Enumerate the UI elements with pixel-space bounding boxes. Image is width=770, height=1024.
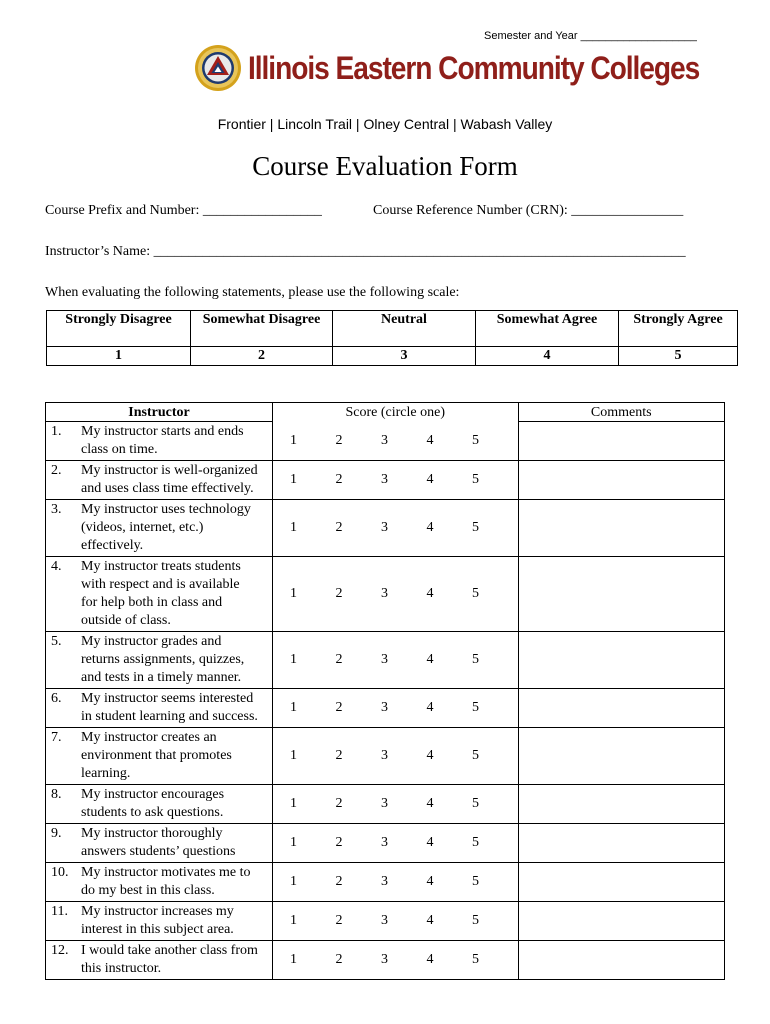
- question-number: 2.: [51, 463, 62, 478]
- score-option-3[interactable]: 3: [381, 874, 388, 889]
- question-number: 5.: [51, 634, 62, 649]
- score-option-4[interactable]: 4: [426, 874, 434, 889]
- question-row: [46, 785, 725, 824]
- question-list: [46, 422, 725, 980]
- score-option-5[interactable]: 5: [472, 700, 479, 715]
- score-option-4[interactable]: 4: [426, 472, 434, 487]
- score-option-5[interactable]: 5: [472, 652, 479, 667]
- score-option-3[interactable]: 3: [381, 835, 388, 850]
- scale-label: Somewhat Agree: [476, 311, 619, 347]
- question-line: interest in this subject area.: [81, 922, 234, 937]
- scale-label: Somewhat Disagree: [191, 311, 333, 347]
- comment-cell[interactable]: [518, 941, 725, 980]
- comment-cell[interactable]: [518, 461, 725, 500]
- score-option-1[interactable]: 1: [290, 874, 297, 889]
- score-option-1[interactable]: 1: [290, 520, 297, 535]
- score-cell: [273, 728, 519, 785]
- score-option-1[interactable]: 1: [290, 796, 297, 811]
- comment-cell[interactable]: [518, 500, 725, 557]
- question-line: do my best in this class.: [81, 883, 215, 898]
- score-option-4[interactable]: 4: [426, 700, 434, 715]
- scale-value: 5: [619, 347, 738, 366]
- question-text: [46, 689, 273, 728]
- score-option-4[interactable]: 4: [426, 652, 434, 667]
- campus-list: Frontier | Lincoln Trail | Olney Central | Wabash Valley: [217, 116, 553, 132]
- question-number: 4.: [51, 559, 62, 574]
- question-row: [46, 689, 725, 728]
- score-option-5[interactable]: 5: [472, 913, 479, 928]
- score-option-5[interactable]: 5: [472, 520, 479, 535]
- score-option-2[interactable]: 2: [335, 952, 343, 967]
- score-cell: [273, 863, 519, 902]
- score-option-2[interactable]: 2: [335, 472, 343, 487]
- question-statement: [81, 864, 251, 900]
- question-statement: [81, 786, 224, 822]
- comment-cell[interactable]: [518, 728, 725, 785]
- question-line: outside of class.: [81, 613, 171, 628]
- score-option-1[interactable]: 1: [290, 835, 297, 850]
- score-option-3[interactable]: 3: [381, 796, 388, 811]
- question-text: [46, 632, 273, 689]
- question-statement: [81, 690, 258, 726]
- score-option-3[interactable]: 3: [381, 913, 388, 928]
- score-cell: [273, 902, 519, 941]
- score-cell: [273, 785, 519, 824]
- score-option-2[interactable]: 2: [335, 835, 343, 850]
- question-line: and uses class time effectively.: [81, 481, 254, 496]
- score-option-5[interactable]: 5: [472, 952, 479, 967]
- score-option-2[interactable]: 2: [335, 432, 343, 448]
- question-line: My instructor thoroughly: [81, 826, 223, 841]
- score-option-1[interactable]: 1: [290, 652, 297, 667]
- question-number: 12.: [51, 943, 69, 958]
- score-option-2[interactable]: 2: [335, 586, 343, 601]
- question-statement: [81, 633, 244, 687]
- question-statement: [81, 729, 232, 783]
- scale-value: 4: [476, 347, 619, 366]
- score-option-4[interactable]: 4: [426, 796, 434, 811]
- score-option-2[interactable]: 2: [335, 520, 343, 535]
- question-line: learning.: [81, 766, 131, 781]
- scale-label: Neutral: [333, 311, 476, 347]
- score-option-1[interactable]: 1: [290, 586, 297, 601]
- score-option-3[interactable]: 3: [381, 520, 388, 535]
- question-text: [46, 500, 273, 557]
- score-option-4[interactable]: 4: [426, 913, 434, 928]
- score-option-1[interactable]: 1: [290, 472, 297, 487]
- question-statement: [81, 423, 244, 459]
- score-option-1[interactable]: 1: [290, 748, 297, 763]
- semester-year-field[interactable]: Semester and Year ___________________: [484, 30, 697, 42]
- question-line: My instructor seems interested: [81, 691, 254, 706]
- question-text: [46, 824, 273, 863]
- question-number: 7.: [51, 730, 62, 745]
- question-line: My instructor treats students: [81, 559, 241, 574]
- question-line: returns assignments, quizzes,: [81, 652, 245, 667]
- comment-cell[interactable]: [518, 632, 725, 689]
- question-number: 10.: [51, 865, 69, 880]
- score-cell: [273, 500, 519, 557]
- college-name: Illinois Eastern Community Colleges: [248, 49, 700, 86]
- question-line: My instructor motivates me to: [81, 865, 251, 880]
- score-option-1[interactable]: 1: [290, 432, 297, 448]
- question-line: and tests in a timely manner.: [81, 670, 242, 685]
- question-line: effectively.: [81, 538, 144, 553]
- question-line: My instructor grades and: [81, 634, 222, 649]
- scale-label: Strongly Disagree: [47, 311, 191, 347]
- score-cell: [273, 557, 519, 632]
- question-line: (videos, internet, etc.): [81, 520, 204, 535]
- score-cell: [273, 824, 519, 863]
- score-option-2[interactable]: 2: [335, 796, 343, 811]
- question-line: My instructor creates an: [81, 730, 217, 745]
- question-text: [46, 902, 273, 941]
- question-row: [46, 500, 725, 557]
- score-option-1[interactable]: 1: [290, 700, 297, 715]
- question-statement: [81, 462, 258, 498]
- question-line: My instructor increases my: [81, 904, 234, 919]
- question-row: [46, 557, 725, 632]
- score-option-3[interactable]: 3: [381, 652, 388, 667]
- scale-value: 2: [191, 347, 333, 366]
- comment-cell[interactable]: [518, 689, 725, 728]
- score-cell: [273, 632, 519, 689]
- question-statement: [81, 903, 234, 939]
- score-option-4[interactable]: 4: [426, 520, 434, 535]
- question-line: for help both in class and: [81, 595, 223, 610]
- score-option-3[interactable]: 3: [381, 748, 388, 763]
- question-row: [46, 422, 725, 461]
- score-option-4[interactable]: 4: [426, 748, 434, 763]
- score-option-3[interactable]: 3: [381, 952, 388, 967]
- score-option-3[interactable]: 3: [381, 700, 388, 715]
- question-row: [46, 941, 725, 980]
- question-text: [46, 941, 273, 980]
- form-title: Course Evaluation Form: [252, 151, 518, 181]
- question-number: 1.: [51, 424, 62, 439]
- score-option-3[interactable]: 3: [381, 432, 388, 448]
- question-text: [46, 557, 273, 632]
- question-line: I would take another class from: [81, 943, 258, 958]
- question-line: My instructor uses technology: [81, 502, 251, 517]
- score-cell: [273, 461, 519, 500]
- score-option-3[interactable]: 3: [381, 472, 388, 487]
- question-text: [46, 863, 273, 902]
- score-option-5[interactable]: 5: [472, 748, 479, 763]
- question-line: class on time.: [81, 442, 158, 457]
- question-line: in student learning and success.: [81, 709, 258, 724]
- question-statement: [81, 825, 236, 861]
- rating-scale-table: [46, 310, 738, 366]
- score-option-2[interactable]: 2: [335, 700, 343, 715]
- question-line: students to ask questions.: [81, 805, 224, 820]
- comment-cell[interactable]: [518, 785, 725, 824]
- question-number: 8.: [51, 787, 62, 802]
- comment-cell[interactable]: [518, 824, 725, 863]
- question-row: [46, 461, 725, 500]
- score-option-2[interactable]: 2: [335, 652, 343, 667]
- question-row: [46, 824, 725, 863]
- score-option-1[interactable]: 1: [290, 952, 297, 967]
- score-column-header: Score (circle one): [273, 403, 519, 422]
- course-info-line: [45, 203, 684, 219]
- question-number: 9.: [51, 826, 62, 841]
- score-option-5[interactable]: 5: [472, 874, 479, 889]
- question-number: 3.: [51, 502, 62, 517]
- evaluation-table: [45, 402, 725, 980]
- score-cell: [273, 941, 519, 980]
- score-option-2[interactable]: 2: [335, 748, 343, 763]
- question-statement: [81, 558, 241, 630]
- score-option-5[interactable]: 5: [472, 835, 479, 850]
- scale-label: Strongly Agree: [619, 311, 738, 347]
- scale-value: 3: [333, 347, 476, 366]
- question-number: 11.: [51, 904, 68, 919]
- score-option-5[interactable]: 5: [472, 586, 479, 601]
- score-option-1[interactable]: 1: [290, 913, 297, 928]
- question-text: [46, 785, 273, 824]
- score-cell: [273, 422, 519, 461]
- question-line: environment that promotes: [81, 748, 232, 763]
- question-text: [46, 461, 273, 500]
- college-header: [194, 44, 761, 92]
- instructor-name-field[interactable]: Instructor’s Name: ____________________________________________________________________________: [45, 244, 686, 259]
- question-line: My instructor encourages: [81, 787, 225, 802]
- score-option-4[interactable]: 4: [426, 586, 434, 601]
- score-cell: [273, 689, 519, 728]
- instructor-column-header: Instructor: [46, 403, 273, 422]
- question-statement: [81, 942, 258, 978]
- question-statement: [81, 501, 251, 555]
- score-option-4[interactable]: 4: [426, 835, 434, 850]
- question-number: 6.: [51, 691, 62, 706]
- question-text: [46, 728, 273, 785]
- crn-field[interactable]: Course Reference Number (CRN): ________________: [373, 203, 684, 218]
- score-option-2[interactable]: 2: [335, 874, 343, 889]
- question-line: answers students’ questions: [81, 844, 236, 859]
- comment-cell[interactable]: [518, 422, 725, 461]
- score-option-5[interactable]: 5: [472, 472, 479, 487]
- score-option-5[interactable]: 5: [472, 432, 479, 448]
- course-prefix-field[interactable]: Course Prefix and Number: _________________: [45, 203, 322, 218]
- comment-cell[interactable]: [518, 902, 725, 941]
- score-option-4[interactable]: 4: [426, 952, 434, 967]
- score-option-3[interactable]: 3: [381, 586, 388, 601]
- comment-cell[interactable]: [518, 557, 725, 632]
- comments-column-header: Comments: [518, 403, 725, 422]
- comment-cell[interactable]: [518, 863, 725, 902]
- question-row: [46, 728, 725, 785]
- question-row: [46, 902, 725, 941]
- score-option-2[interactable]: 2: [335, 913, 343, 928]
- question-text: [46, 422, 273, 461]
- question-row: [46, 632, 725, 689]
- question-line: My instructor is well-organized: [81, 463, 258, 478]
- scale-instructions: When evaluating the following statements, please use the following scale:: [45, 285, 460, 300]
- question-line: this instructor.: [81, 961, 162, 976]
- question-line: with respect and is available: [81, 577, 240, 592]
- score-option-4[interactable]: 4: [426, 432, 434, 448]
- question-row: [46, 863, 725, 902]
- scale-value: 1: [47, 347, 191, 366]
- score-option-5[interactable]: 5: [472, 796, 479, 811]
- college-logo-icon: [194, 44, 242, 92]
- question-line: My instructor starts and ends: [81, 424, 244, 439]
